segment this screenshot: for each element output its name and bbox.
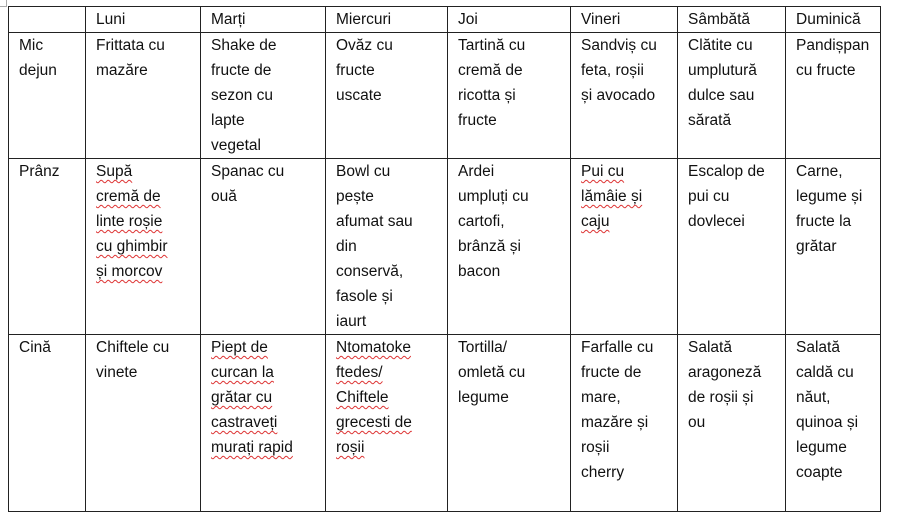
- meal-label[interactable]: Cină: [9, 335, 86, 512]
- table-row-breakfast: [9, 33, 881, 159]
- empty-header-cell[interactable]: [9, 7, 86, 33]
- table-cell[interactable]: Carne, legume și fructe la grătar: [786, 159, 881, 335]
- table-cell[interactable]: Escalop de pui cu dovlecei: [678, 159, 786, 335]
- table-cell[interactable]: Farfalle cu fructe de mare, mazăre și roșii cherry: [571, 335, 678, 512]
- day-header[interactable]: Sâmbătă: [678, 7, 786, 33]
- table-cell[interactable]: Chiftele cu vinete: [86, 335, 201, 512]
- meal-label[interactable]: Mic dejun: [9, 33, 86, 159]
- table-cell[interactable]: Tortilla/ omletă cu legume: [448, 335, 571, 512]
- table-cell[interactable]: Ovăz cu fructe uscate: [326, 33, 448, 159]
- day-header[interactable]: Miercuri: [326, 7, 448, 33]
- table-cell[interactable]: Ardei umpluți cu cartofi, brânză și bacon: [448, 159, 571, 335]
- table-cell[interactable]: Salată caldă cu năut, quinoa și legume coapte: [786, 335, 881, 512]
- day-header[interactable]: Luni: [86, 7, 201, 33]
- table-cell[interactable]: Salată aragoneză de roșii și ou: [678, 335, 786, 512]
- day-header[interactable]: Duminică: [786, 7, 881, 33]
- header-row: [9, 7, 881, 33]
- table-cell-with-cursor[interactable]: Pandișpan cu fructe: [786, 33, 881, 159]
- table-cell[interactable]: Spanac cu ouă: [201, 159, 326, 335]
- table-cell[interactable]: Tartină cu cremă de ricotta și fructe: [448, 33, 571, 159]
- table-cell[interactable]: Supă cremă de linte roșie cu ghimbir și morcov: [86, 159, 201, 335]
- table-row-dinner: [9, 335, 881, 512]
- table-row-lunch: [9, 159, 881, 335]
- meal-label[interactable]: Prânz: [9, 159, 86, 335]
- table-move-handle[interactable]: [0, 0, 7, 7]
- table-cell[interactable]: Piept de curcan la grătar cu castraveți murați rapid: [201, 335, 326, 512]
- day-header[interactable]: Vineri: [571, 7, 678, 33]
- table-cell[interactable]: Sandviș cu feta, roșii și avocado: [571, 33, 678, 159]
- table-cell[interactable]: Bowl cu pește afumat sau din conservă, fasole și iaurt: [326, 159, 448, 335]
- day-header[interactable]: Joi: [448, 7, 571, 33]
- day-header[interactable]: Marți: [201, 7, 326, 33]
- table-cell[interactable]: Shake de fructe de sezon cu lapte vegetal: [201, 33, 326, 159]
- table-cell[interactable]: Frittata cu mazăre: [86, 33, 201, 159]
- table-cell[interactable]: Ntomatoke ftedes/ Chiftele grecesti de roșii: [326, 335, 448, 512]
- table-cell[interactable]: Pui cu lămâie și caju: [571, 159, 678, 335]
- meal-plan-table: [8, 6, 881, 512]
- table-cell[interactable]: Clătite cu umplutură dulce sau sărată: [678, 33, 786, 159]
